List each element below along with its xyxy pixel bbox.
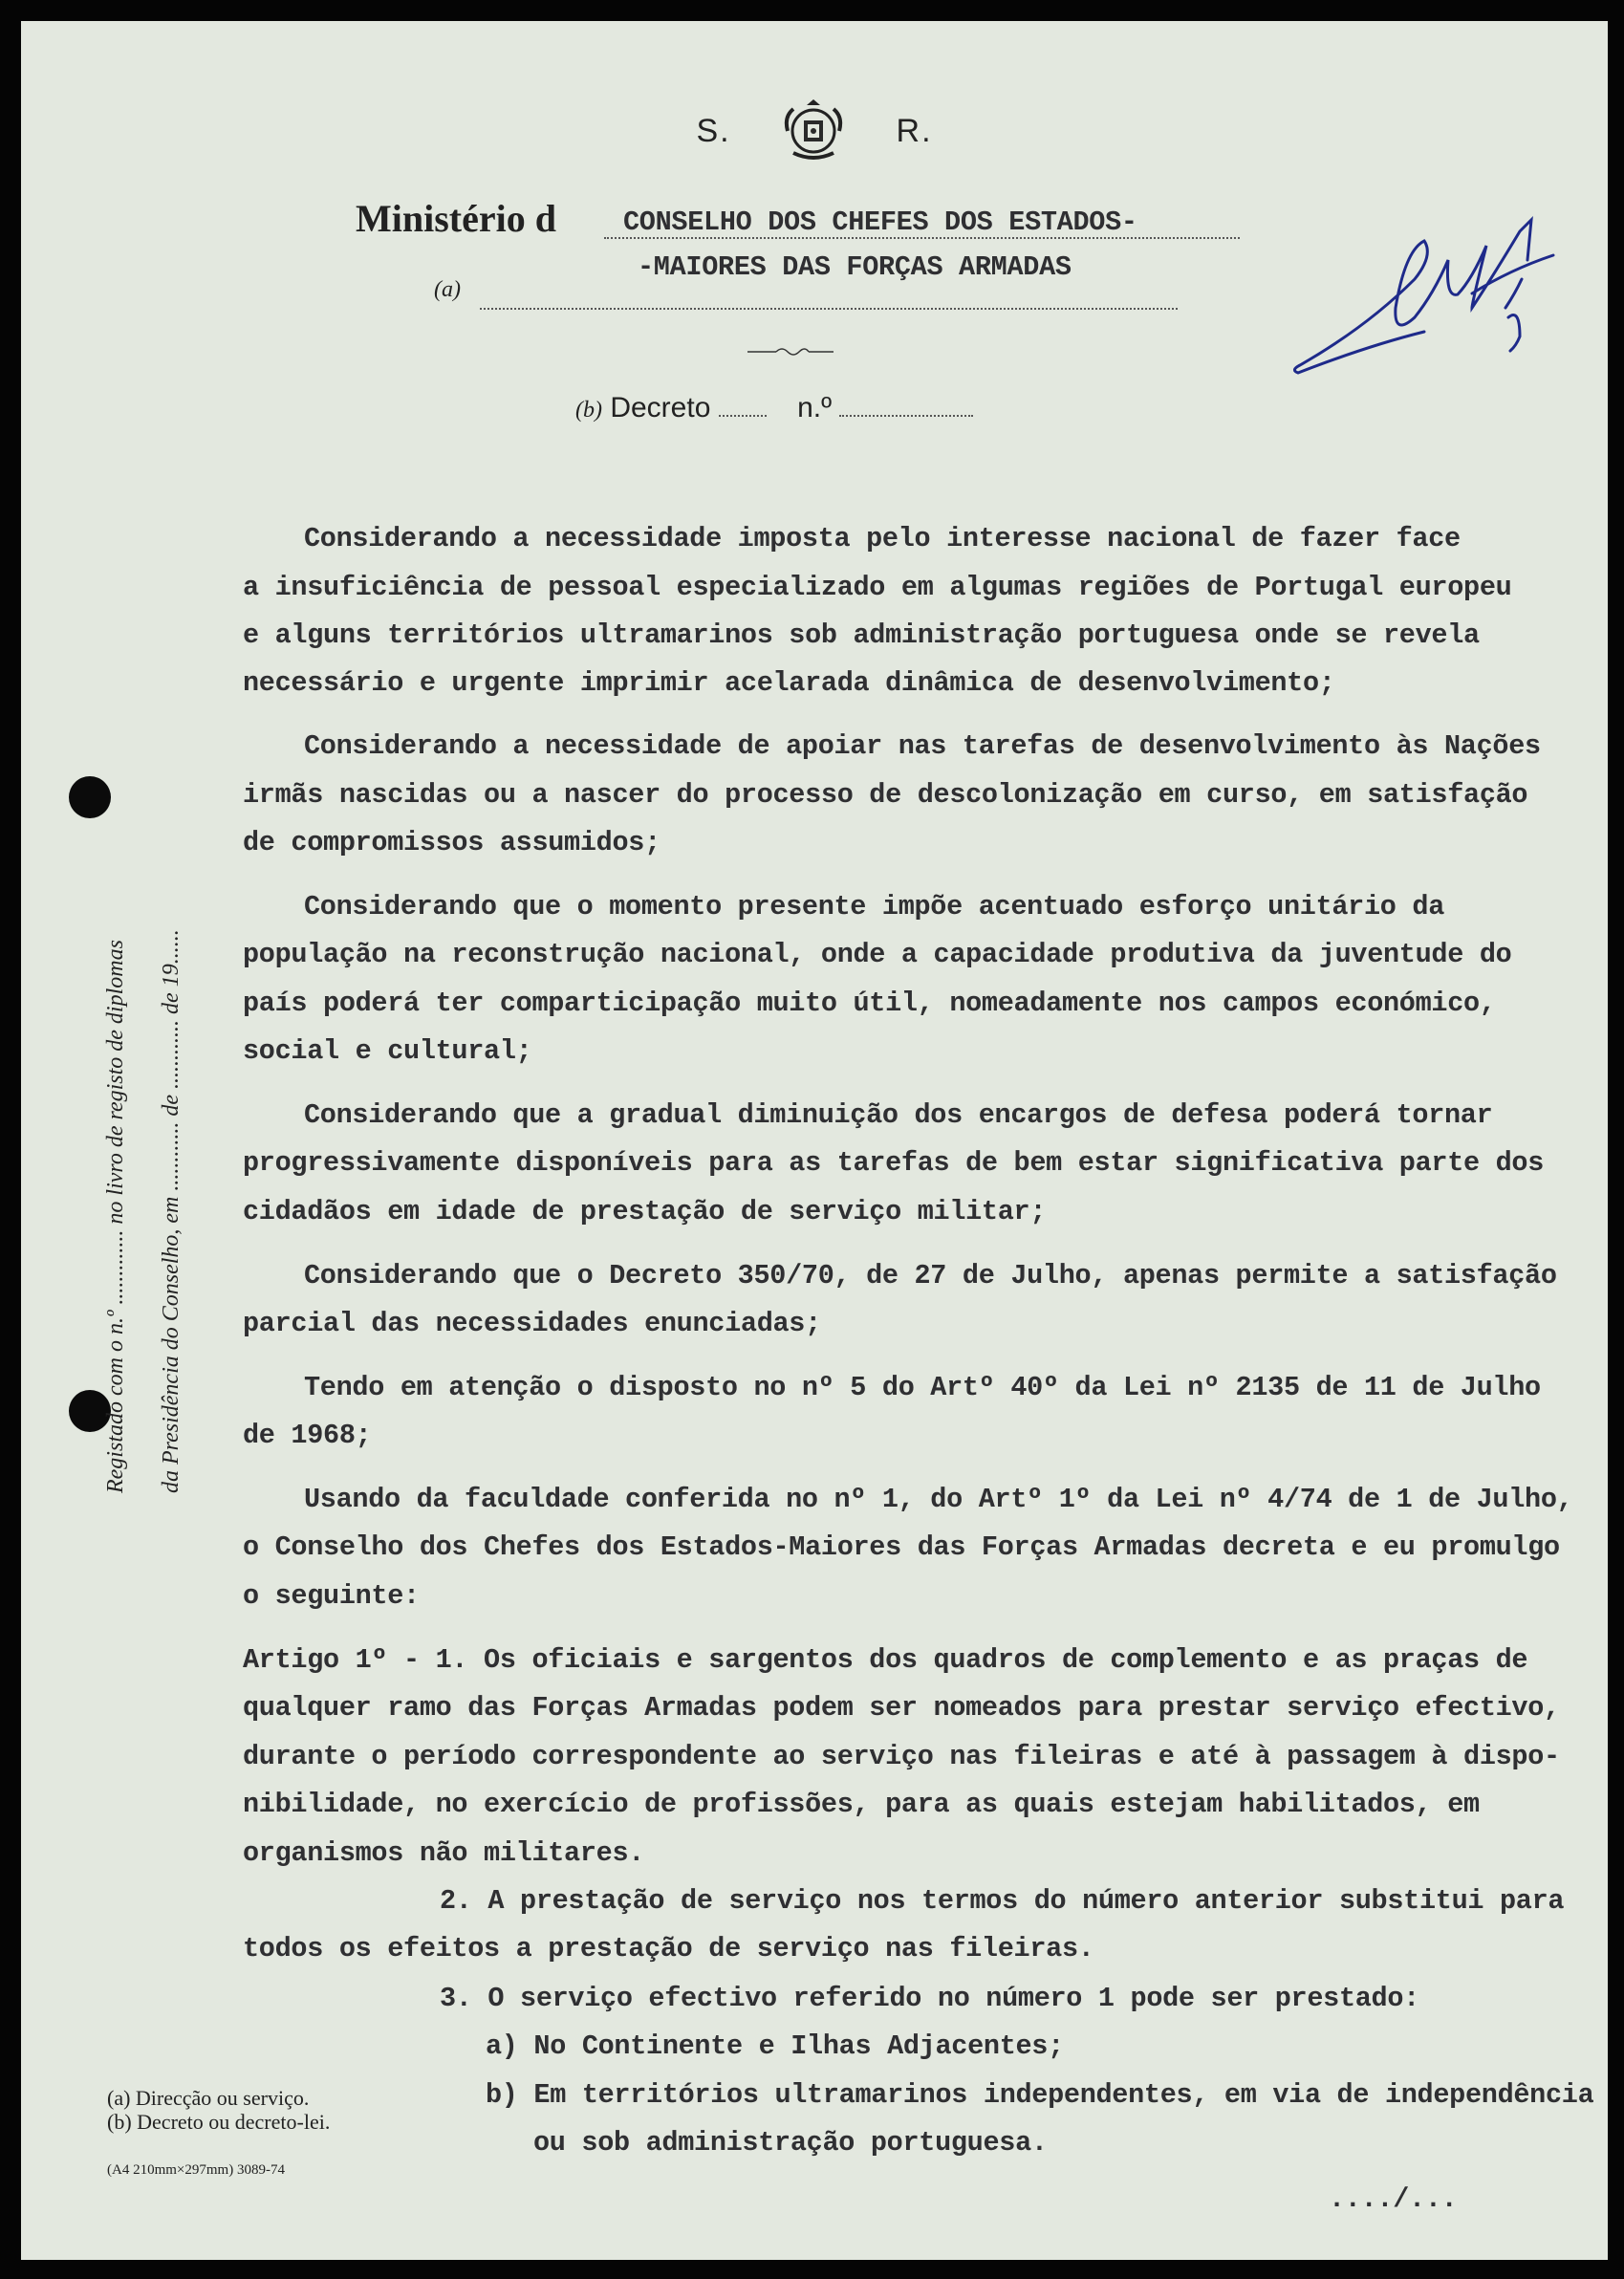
article-line: b) Em territórios ultramarinos independentes, em via de independência <box>486 2079 1594 2111</box>
body-line: Considerando a necessidade imposta pelo interesse nacional de fazer face <box>304 523 1461 554</box>
body-line: necessário e urgente imprimir acelarada dinâmica de desenvolvimento; <box>243 667 1335 699</box>
handwritten-signature <box>1281 203 1558 394</box>
letterhead-s: S. <box>696 112 731 149</box>
number-label: n.º <box>797 392 833 423</box>
article-line: organismos não militares. <box>243 1837 645 1869</box>
article-line: Artigo 1º - 1. Os oficiais e sargentos dos quadros de complemento e as praças de <box>243 1644 1528 1676</box>
article-line: durante o período correspondente ao serviço nas fileiras e até à passagem à dispo- <box>243 1741 1560 1772</box>
body-line: de 1968; <box>243 1420 372 1451</box>
body-line: Considerando que o Decreto 350/70, de 27 de Julho, apenas permite a satisfação <box>304 1260 1557 1291</box>
body-line: país poderá ter comparticipação muito útil, nomeadamente nos campos económico, <box>243 988 1496 1019</box>
footnote-b: (b) Decreto ou decreto-lei. <box>107 2110 331 2134</box>
body-line: social e cultural; <box>243 1035 532 1067</box>
number-blank <box>839 415 973 417</box>
ministry-name-line1: CONSELHO DOS CHEFES DOS ESTADOS- <box>623 206 1137 238</box>
article-line: a) No Continente e Ilhas Adjacentes; <box>486 2030 1064 2062</box>
body-line: o Conselho dos Chefes dos Estados-Maiores das Forças Armadas decreta e eu promulgo <box>243 1531 1560 1563</box>
decree-label: Decreto <box>610 392 711 423</box>
letterhead-r: R. <box>896 112 933 149</box>
article-line: nibilidade, no exercício de profissões, para as quais estejam habilitados, em <box>243 1789 1480 1820</box>
ornament-divider-icon <box>747 346 834 358</box>
label-a: (a) <box>434 277 461 302</box>
body-line: irmãs nascidas ou a nascer do processo de descolonização em curso, em satisfação <box>243 779 1528 811</box>
article-line: 2. A prestação de serviço nos termos do número anterior substitui para <box>440 1885 1565 1917</box>
ministry-heading: Ministério d <box>356 197 556 240</box>
label-b: (b) <box>575 398 602 423</box>
body-line: população na reconstrução nacional, onde a capacidade produtiva da juventude do <box>243 939 1512 970</box>
body-line: Considerando a necessidade de apoiar nas tarefas de desenvolvimento às Nações <box>304 730 1541 762</box>
article-line: ou sob administração portuguesa. <box>533 2127 1048 2159</box>
body-line: Considerando que a gradual diminuição dos encargos de defesa poderá tornar <box>304 1099 1493 1131</box>
body-line: a insuficiência de pessoal especializado em algumas regiões de Portugal europeu <box>243 572 1512 603</box>
letterhead <box>21 98 1608 164</box>
form-code: (A4 210mm×297mm) 3089-74 <box>107 2162 285 2178</box>
body-line: parcial das necessidades enunciadas; <box>243 1308 821 1339</box>
body-line: Usando da faculdade conferida no nº 1, do Artº 1º da Lei nº 4/74 de 1 de Julho, <box>304 1484 1573 1515</box>
body-line: cidadãos em idade de prestação de serviço militar; <box>243 1196 1047 1227</box>
body-line: Considerando que o momento presente impõe acentuado esforço unitário da <box>304 891 1444 922</box>
body-line: de compromissos assumidos; <box>243 827 660 858</box>
body-line: o seguinte: <box>243 1580 420 1612</box>
article-line: qualquer ramo das Forças Armadas podem ser nomeados para prestar serviço efectivo, <box>243 1692 1560 1724</box>
body-line: Tendo em atenção o disposto no nº 5 do Artº 40º da Lei nº 2135 de 11 de Julho <box>304 1372 1541 1403</box>
article-line: 3. O serviço efectivo referido no número 1 pode ser prestado: <box>440 1983 1419 2014</box>
decree-type-blank <box>719 415 767 417</box>
punch-hole <box>69 776 111 818</box>
registry-line2: da Presidência do Conselho, em ............ de ............ de 19...... <box>159 929 184 1493</box>
registry-line1: Registado com o n.º ............. no livro de registo de diplomas <box>103 940 128 1493</box>
coat-of-arms-icon <box>780 98 847 164</box>
registry-margin-note <box>88 929 199 1493</box>
document-page <box>21 21 1608 2260</box>
decree-line <box>575 392 973 424</box>
continuation-mark: ..../... <box>1329 2183 1458 2215</box>
body-line: progressivamente disponíveis para as tarefas de bem estar significativa parte dos <box>243 1147 1545 1179</box>
article-line: todos os efeitos a prestação de serviço nas fileiras. <box>243 1933 1094 1964</box>
body-line: e alguns territórios ultramarinos sob administração portuguesa onde se revela <box>243 619 1480 651</box>
ministry-name-line2: -MAIORES DAS FORÇAS ARMADAS <box>638 251 1072 283</box>
service-dotted-line <box>480 308 1178 310</box>
footnote-a: (a) Direcção ou serviço. <box>107 2086 310 2110</box>
